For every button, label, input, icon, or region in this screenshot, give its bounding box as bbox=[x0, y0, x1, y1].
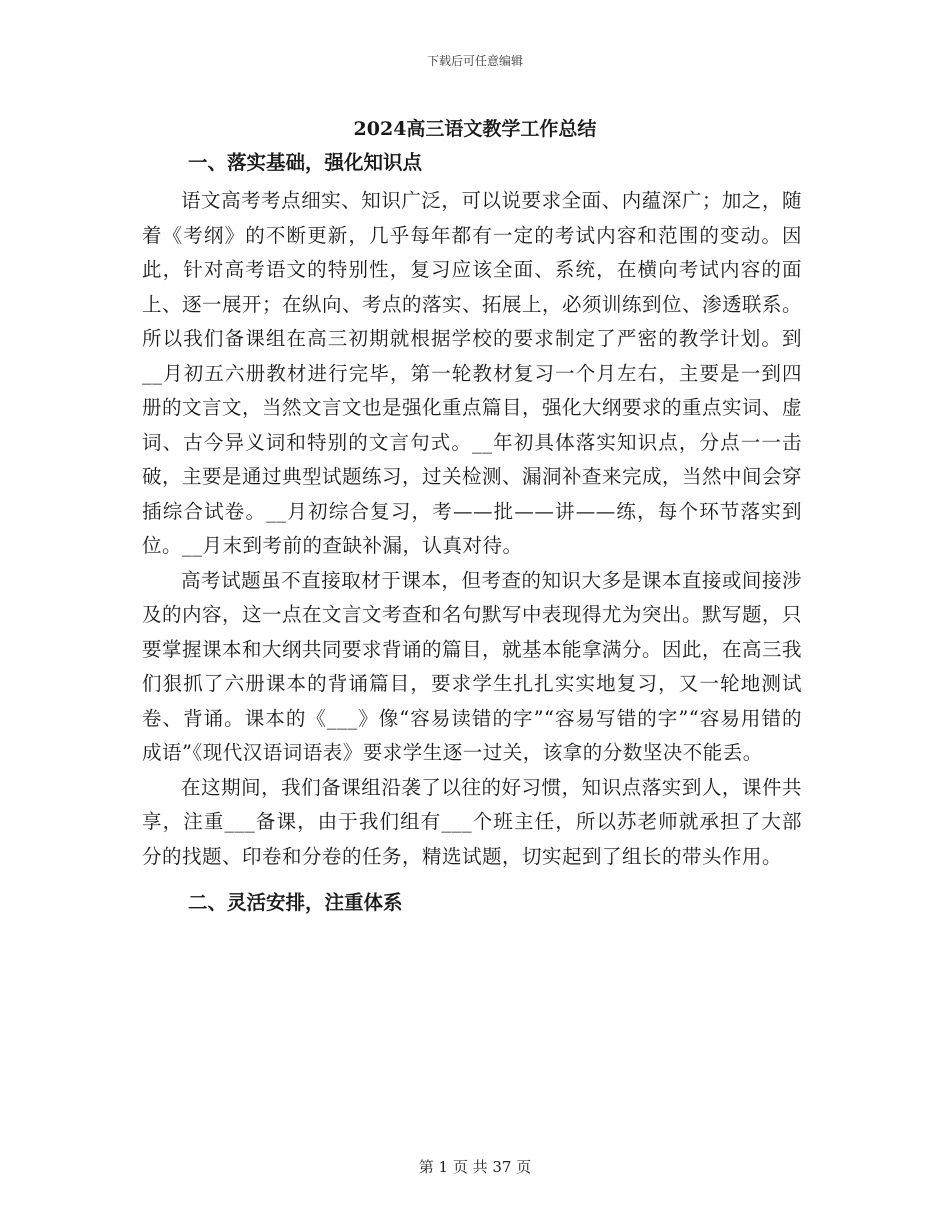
page-header-note: 下载后可任意编辑 bbox=[426, 54, 523, 68]
section-heading-2: 二、灵活安排，注重体系 bbox=[188, 891, 403, 914]
section-heading-1: 一、落实基础，强化知识点 bbox=[188, 151, 423, 174]
page-number-footer: 第 1 页 共 37 页 bbox=[418, 1158, 532, 1176]
body-paragraph-3: 在这期间，我们备课组沿袭了以往的好习惯，知识点落实到人，课件共享，注重___备课，由于我们组有___个班主任，所以苏老师就承担了大部分的找题、印卷和分卷的任务，精选试题，切实起到了组长的带头作用。 bbox=[142, 775, 802, 868]
body-paragraph-2: 高考试题虽不直接取材于课本，但考查的知识大多是课本直接或间接涉及的内容，这一点在文言文考查和名句默写中表现得尤为突出。默写题，只要掌握课本和大纲共同要求背诵的篇目，就基本能拿满分。因此，在高三我们狠抓了六册课本的背诵篇目，要求学生扎扎实实地复习，又一轮地测试卷、背诵。课本的《___》像“容易读错的字”“容易写错的字”“容易用错的成语”《现代汉语词语表》要求学生逐一过关，该拿的分数坚决不能丢。 bbox=[142, 568, 803, 764]
document-body bbox=[142, 142, 802, 924]
body-paragraph-1: 语文高考考点细实、知识广泛，可以说要求全面、内蕴深广；加之，随着《考纲》的不断更新，几乎每年都有一定的考试内容和范围的变动。因此，针对高考语文的特别性，复习应该全面、系统，在横向考试内容的面上、逐一展开；在纵向、考点的落实、拓展上，必须训练到位、渗透联系。所以我们备课组在高三初期就根据学校的要求制定了严密的教学计划。到__月初五六册教材进行完毕，第一轮教材复习一个月左右，主要是一到四册的文言文，当然文言文也是强化重点篇目，强化大纲要求的重点实词、虚词、古今异义词和特别的文言句式。__年初具体落实知识点，分点一一击破，主要是通过典型试题练习，过关检测、漏洞补查来完成，当然中间会穿插综合试卷。__月初综合复习，考——批——讲——练，每个环节落实到位。__月末到考前的查缺补漏，认真对待。 bbox=[142, 189, 803, 557]
document-title: 2024高三语文教学工作总结 bbox=[353, 118, 597, 140]
